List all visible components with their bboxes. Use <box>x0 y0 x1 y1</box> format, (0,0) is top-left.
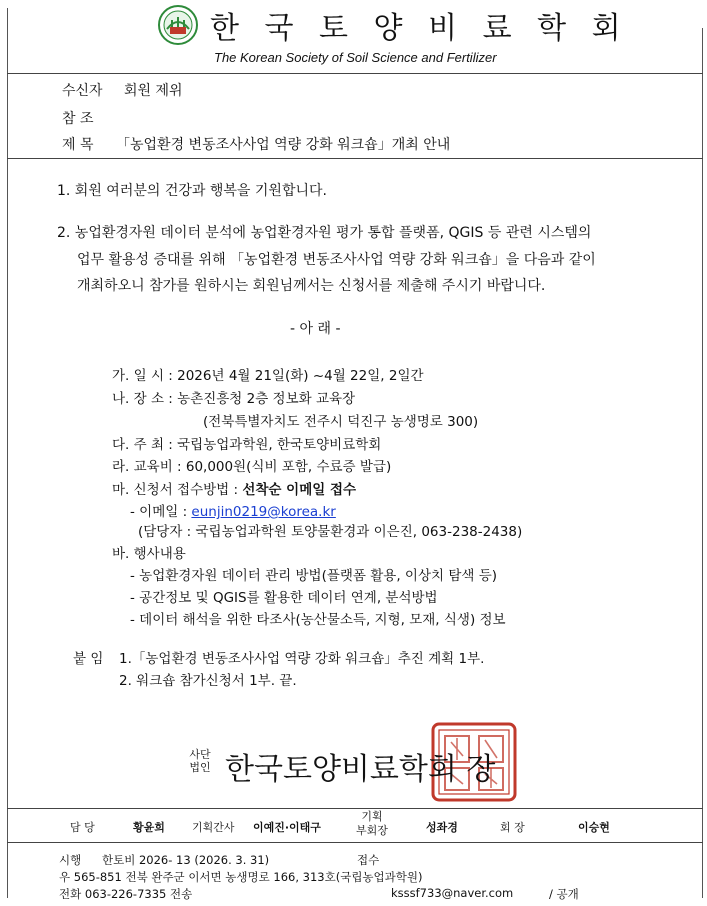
recipient-value: 회원 제위 <box>124 83 183 99</box>
detail-date: 가. 일 시 : 2026년 4월 21일(화) ~4월 22일, 2일간 <box>112 368 424 384</box>
signature-small-top: 사단 <box>189 748 211 761</box>
approval-name-2: 이예진·이태구 <box>253 821 321 834</box>
page-border-left <box>7 8 8 898</box>
divider-text: - 아 래 - <box>290 321 341 337</box>
approval-top-divider <box>7 808 703 809</box>
event-item: - 데이터 해석을 위한 타조사(농산물소득, 지형, 모재, 식생) 정보 <box>130 612 506 628</box>
detail-email <box>130 500 336 520</box>
detail-fee: 라. 교육비 : 60,000원(식비 포함, 수료증 발급) <box>112 459 392 475</box>
paragraph-1: 1. 회원 여러분의 건강과 행복을 기원합니다. <box>57 183 327 199</box>
approval-name-1: 황윤희 <box>133 821 165 834</box>
approval-role-1: 담 당 <box>70 821 95 834</box>
attachment-1: 1.「농업환경 변동조사사업 역량 강화 워크숍」추진 계획 1부. <box>119 651 485 667</box>
subject-value: 「농업환경 변동조사사업 역량 강화 워크숍」개최 안내 <box>116 137 451 153</box>
paragraph-2-line-1: 2. 농업환경자원 데이터 분석에 농업환경자원 평가 통합 플랫폼, QGIS 등 관련 시스템의 <box>57 225 592 241</box>
approval-role-4: 회 장 <box>500 821 525 834</box>
header-divider <box>7 73 703 74</box>
footer-disclosure: / 공개 <box>549 887 579 901</box>
footer-doc-number: 한토비 2026- 13 (2026. 3. 31) <box>102 853 270 867</box>
event-item: - 농업환경자원 데이터 관리 방법(플랫폼 활용, 이상치 탐색 등) <box>130 568 498 584</box>
footer-doc-label: 시행 <box>59 853 82 867</box>
detail-apply <box>112 478 356 498</box>
footer-phone: 전화 063-226-7335 전송 <box>59 887 193 901</box>
paragraph-2-line-3: 개최하오니 참가를 원하시는 회원님께서는 신청서를 제출해 주시기 바랍니다. <box>77 278 546 294</box>
footer-email: ksssf733@naver.com <box>391 886 514 900</box>
signature-name: 한국토양비료학회 장 <box>225 752 496 787</box>
subject-label: 제 목 <box>62 137 94 153</box>
footer-receipt-label: 접수 <box>357 853 380 867</box>
signature-small-bottom: 법인 <box>189 761 211 774</box>
detail-apply-prefix: 마. 신청서 접수방법 : <box>112 482 243 498</box>
approval-role-3-line-1: 기획 <box>361 810 383 823</box>
attachment-2: 2. 워크숍 참가신청서 1부. 끝. <box>119 673 297 689</box>
reference-label: 참 조 <box>62 111 94 127</box>
detail-place: 나. 장 소 : 농촌진흥청 2층 정보화 교육장 <box>112 391 356 407</box>
signature-corp-type <box>183 748 217 774</box>
approval-role-3-line-2: 부회장 <box>356 824 388 837</box>
org-title: 한 국 토 양 비 료 학 회 <box>210 11 629 46</box>
detail-email-prefix: - 이메일 : <box>130 504 192 520</box>
event-item: - 공간정보 및 QGIS를 활용한 데이터 연계, 분석방법 <box>130 590 438 606</box>
detail-events-label: 바. 행사내용 <box>112 546 186 562</box>
recipient-label: 수신자 <box>62 83 103 99</box>
paragraph-2-line-2: 업무 활용성 증대를 위해 「농업환경 변동조사사업 역량 강화 워크숍」을 다음과 같이 <box>77 252 596 268</box>
detail-host: 다. 주 최 : 국립농업과학원, 한국토양비료학회 <box>112 437 382 453</box>
org-subtitle: The Korean Society of Soil Science and Fertilizer <box>214 50 497 65</box>
approval-role-3 <box>356 810 388 838</box>
approval-name-3: 성좌경 <box>426 821 458 834</box>
email-link[interactable]: eunjin0219@korea.kr <box>191 504 336 520</box>
society-logo-icon <box>158 5 198 45</box>
approval-role-2: 기획간사 <box>192 821 235 834</box>
approval-bottom-divider <box>7 842 703 843</box>
detail-place-address: (전북특별자치도 전주시 덕진구 농생명로 300) <box>203 414 479 430</box>
attachments-label: 붙 임 <box>73 651 104 667</box>
approval-name-4: 이승현 <box>578 821 610 834</box>
detail-contact: (담당자 : 국립농업과학원 토양물환경과 이은진, 063-238-2438) <box>138 524 523 540</box>
footer-address: 우 565-851 전북 완주군 이서면 농생명로 166, 313호(국립농업과학원) <box>59 870 423 884</box>
meta-divider <box>7 158 703 159</box>
detail-apply-method: 선착순 이메일 접수 <box>242 482 357 498</box>
